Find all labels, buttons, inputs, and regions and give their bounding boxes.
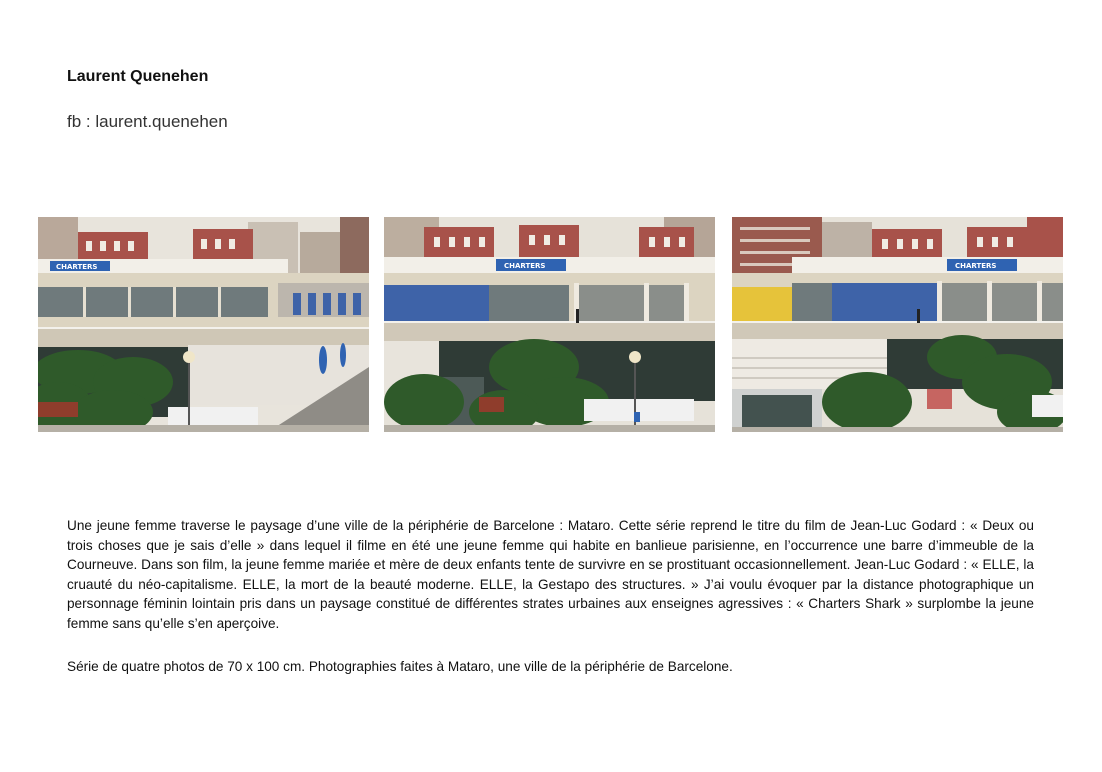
charters-sign-2: CHARTERS: [504, 262, 546, 270]
photo-3: [732, 217, 1063, 432]
photo-3-image: [732, 217, 1063, 432]
author-name: Laurent Quenehen: [67, 68, 209, 85]
charters-sign-3: CHARTERS: [955, 262, 997, 270]
photo-1-image: [38, 217, 369, 432]
series-description: Une jeune femme traverse le paysage d’une ville de la périphérie de Barcelone : Mataro. Cette série reprend le titre du film de Jean-Luc Godard : « Deux ou trois choses que je sais d’elle » dans lequel il filme en été une jeune femme qui habite en banlieue parisienne, en l’occurrence une barre d’immeuble de la Courneuve. Dans son film, la jeune femme mariée et mère de deux enfants tente de survivre en se prostituant occasionnellement. Jean-Luc Godard : « ELLE, la cruauté du néo-capitalisme. ELLE, la mort de la beauté moderne. ELLE, la Gestapo des structures. » J’ai voulu évoquer par la distance photographique un personnage féminin lointain pris dans un paysage constitué de différentes strates urbaines aux enseignes agressives : « Charters Shark » surplombe la jeune femme sans qu’elle s’en aperçoive.: [67, 518, 1034, 631]
charters-sign-1: CHARTERS: [56, 263, 98, 271]
facebook-handle: fb : laurent.quenehen: [67, 112, 228, 131]
photo-1: [38, 217, 369, 432]
photo-2-image: [384, 217, 715, 432]
series-format-note: Série de quatre photos de 70 x 100 cm. Photographies faites à Mataro, une ville de la périphérie de Barcelone.: [67, 659, 733, 674]
photo-2: [384, 217, 715, 432]
